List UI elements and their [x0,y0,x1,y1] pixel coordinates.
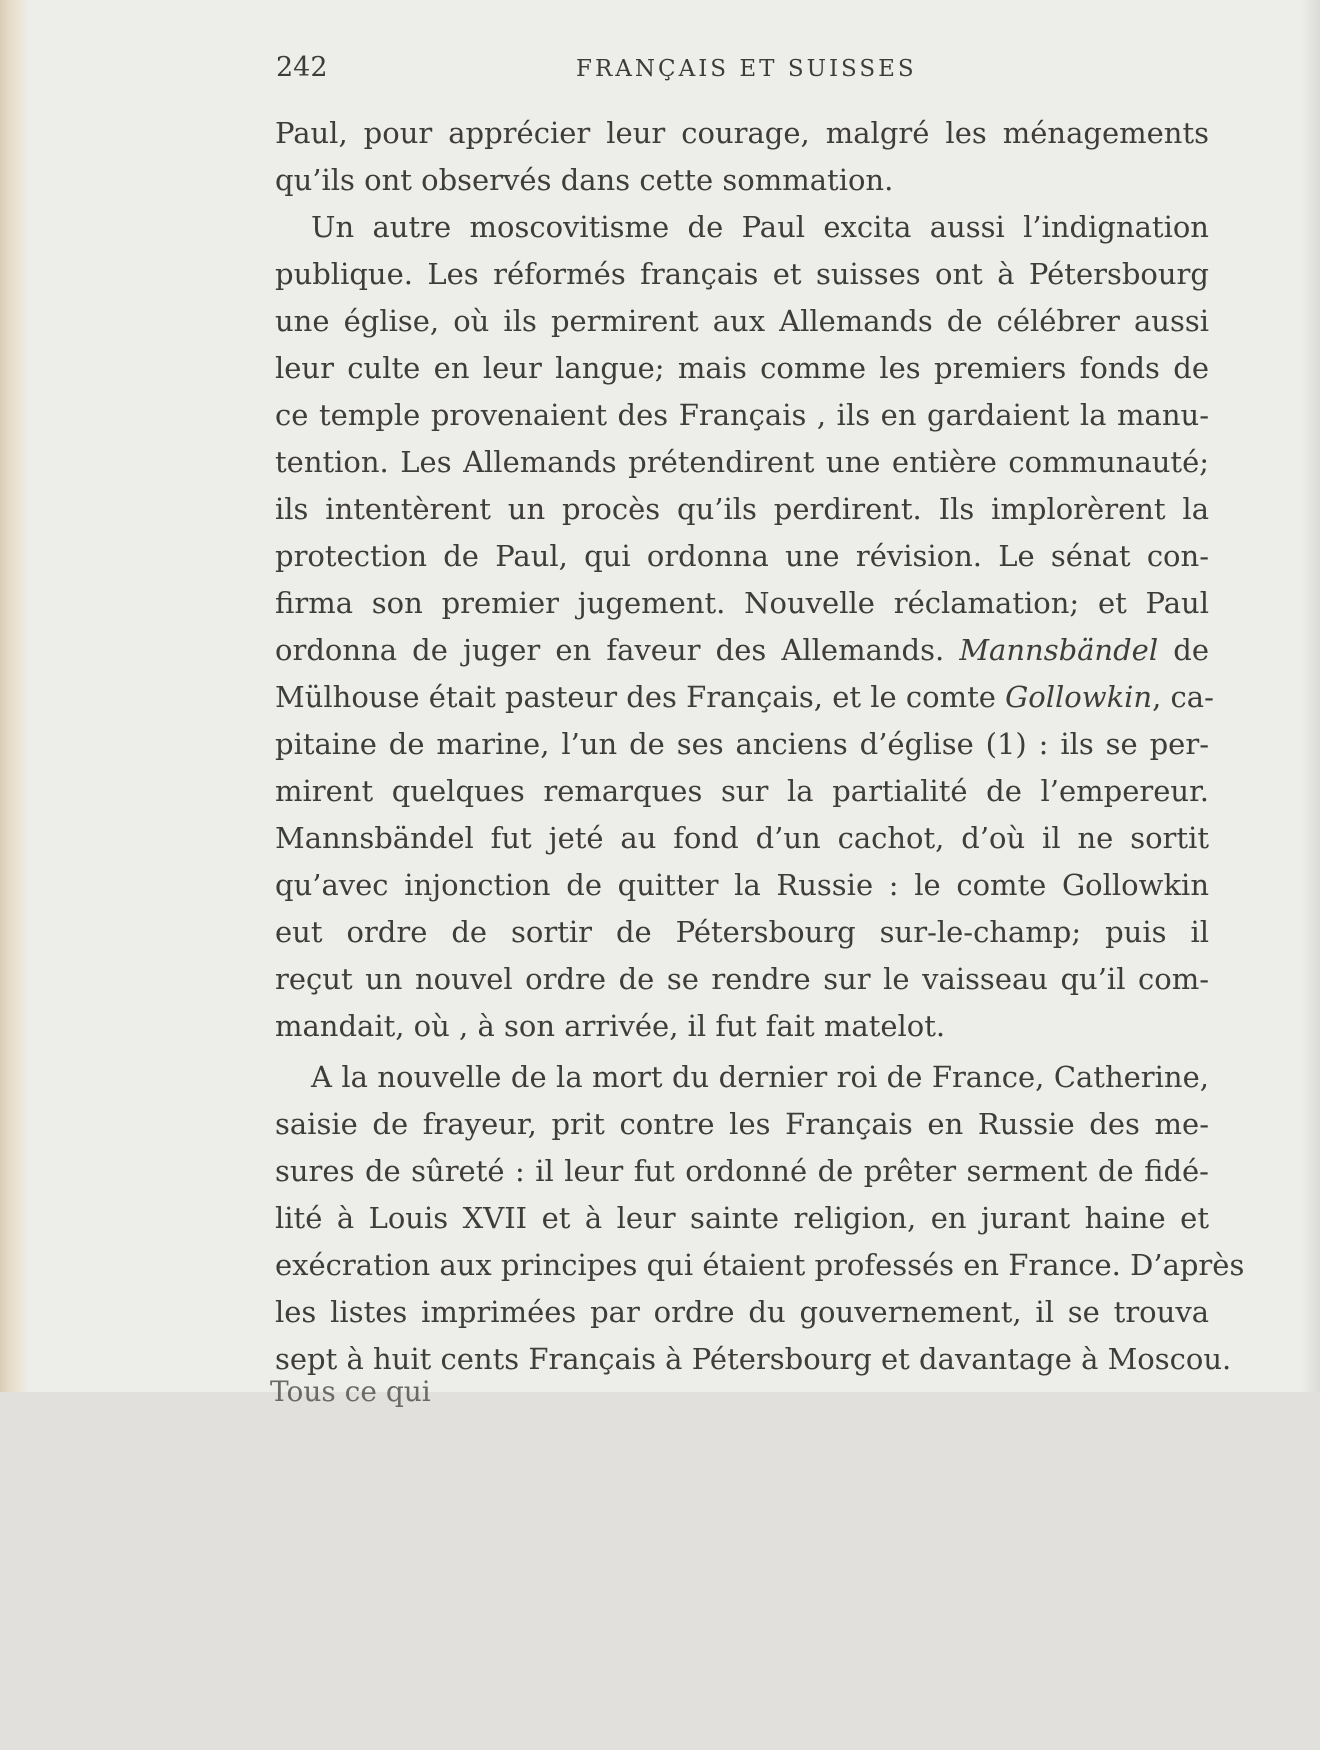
binding-edge [0,0,28,1392]
text-line: leur culte en leur langue; mais comme les premiers fonds de [275,351,1209,385]
text-line: sept à huit cents Français à Pétersbourg et davantage à Moscou. [275,1342,1232,1376]
body-text [275,110,1245,1383]
text-line: qu’avec injonction de quitter la Russie : le comte Gollowkin [275,868,1209,902]
text-line-with-italic [275,627,1209,674]
text-segment: Mülhouse était pasteur des Français, et le comte [275,680,996,714]
text-line: qu’ils ont observés dans cette sommation. [275,163,894,197]
text-segment: de [1173,633,1210,667]
italic-name: Mannsbändel [959,633,1159,667]
italic-name: Gollowkin [1005,680,1153,714]
running-head [276,48,1210,88]
text-line: firma son premier jugement. Nouvelle réclamation; et Paul [275,586,1209,620]
header-title: FRANÇAIS ET SUISSES [576,56,917,82]
text-line: A la nouvelle de la mort du dernier roi de France, Catherine, [311,1060,1209,1094]
text-line: eut ordre de sortir de Pétersbourg sur-le-champ; puis il [275,915,1209,949]
text-line-with-italic [275,674,1214,721]
text-line: mandait, où , à son arrivée, il fut fait matelot. [275,1009,946,1043]
text-line: protection de Paul, qui ordonna une révision. Le sénat con- [275,539,1209,573]
text-line: ils intentèrent un procès qu’ils perdirent. Ils implorèrent la [275,492,1209,526]
text-line: reçut un nouvel ordre de se rendre sur le vaisseau qu’il com- [275,962,1209,996]
text-line: Mannsbändel fut jeté au fond d’un cachot, d’où il ne sortit [275,821,1209,855]
text-line: publique. Les réformés français et suisses ont à Pétersbourg [275,257,1209,291]
text-line: sures de sûreté : il leur fut ordonné de prêter serment de fidé- [275,1154,1209,1188]
text-line: exécration aux principes qui étaient professés en France. D’après [275,1248,1245,1282]
cut-off-line: Tous ce qui [270,1375,431,1408]
text-line: Paul, pour apprécier leur courage, malgré les ménagements [275,116,1209,150]
text-segment: ordonna de juger en faveur des Allemands. [275,633,945,667]
page-shadow [1302,0,1320,1392]
page-number: 242 [276,52,328,83]
text-line: lité à Louis XVII et à leur sainte religion, en jurant haine et [275,1201,1209,1235]
text-line: saisie de frayeur, prit contre les Français en Russie des me- [275,1107,1209,1141]
text-line: une église, où ils permirent aux Allemands de célébrer aussi [275,304,1209,338]
text-line: mirent quelques remarques sur la partialité de l’empereur. [275,774,1209,808]
text-line: pitaine de marine, l’un de ses anciens d’église (1) : ils se per- [275,727,1209,761]
text-line: ce temple provenaient des Français , ils en gardaient la manu- [275,398,1209,432]
text-line: Un autre moscovitisme de Paul excita aussi l’indignation [311,210,1209,244]
text-segment: , ca- [1152,680,1214,714]
text-line: les listes imprimées par ordre du gouvernement, il se trouva [275,1295,1209,1329]
text-line: tention. Les Allemands prétendirent une entière communauté; [275,445,1209,479]
